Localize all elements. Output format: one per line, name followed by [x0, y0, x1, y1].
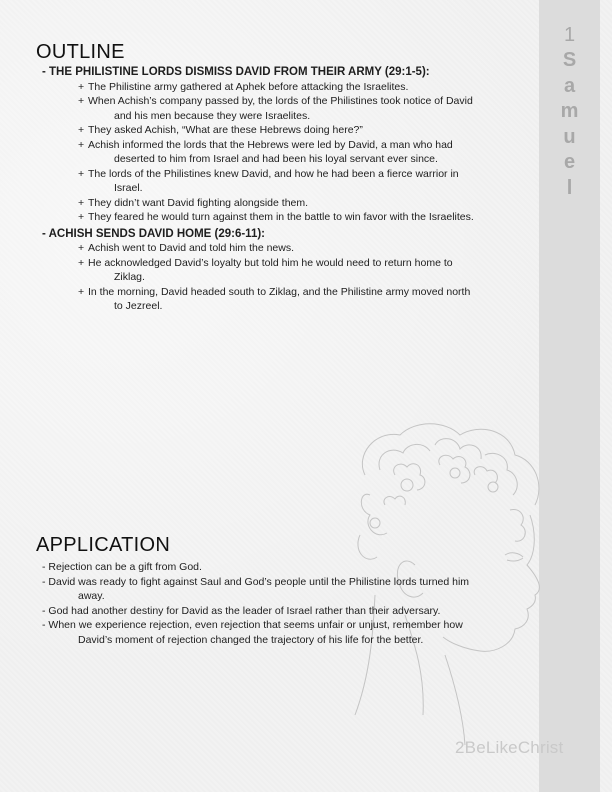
application-section	[36, 534, 536, 647]
plus-bullet: +	[78, 256, 85, 269]
list-item	[36, 241, 536, 256]
plus-bullet: +	[78, 242, 85, 254]
book-letter: l	[566, 176, 573, 199]
outline-title: OUTLINE	[36, 41, 125, 63]
section-heading: - THE PHILISTINE LORDS DISMISS DAVID FROM THEIR ARMY (29:1-5):	[42, 66, 430, 78]
bullet-list	[36, 241, 536, 314]
list-item-continuation: David’s moment of rejection changed the trajectory of his life for the better.	[78, 633, 424, 646]
book-letter: e	[563, 151, 576, 173]
list-item-text: - David was ready to fight against Saul and God’s people until the Philistine lords turned him	[42, 575, 470, 588]
list-item	[36, 80, 536, 95]
list-item-text: They didn’t want David fighting alongside them.	[88, 196, 309, 209]
watermark: 2BeLikeChrist	[455, 738, 564, 757]
plus-bullet: +	[78, 80, 85, 93]
list-item	[36, 604, 536, 619]
list-item	[36, 167, 536, 196]
list-item-text: - Rejection can be a gift from God.	[42, 561, 202, 573]
list-item-text: - When we experience rejection, even rejection that seems unfair or unjust, remember how	[42, 619, 463, 631]
plus-bullet: +	[78, 211, 85, 223]
list-item	[36, 196, 536, 211]
plus-bullet: +	[78, 95, 85, 107]
section-heading: - ACHISH SENDS DAVID HOME (29:6-11):	[42, 227, 266, 240]
list-item-text: Achish went to David and told him the news.	[88, 242, 295, 254]
list-item-continuation: deserted to him from Israel and had been his loyal servant ever since.	[114, 153, 438, 165]
list-item	[36, 575, 536, 604]
list-item-text: He acknowledged David’s loyalty but told him he would need to return home to	[88, 256, 453, 269]
plus-bullet: +	[78, 124, 85, 136]
list-item-text: Achish informed the lords that the Hebrews were led by David, a man who had	[88, 138, 453, 151]
application-list	[36, 560, 536, 647]
list-item	[36, 256, 536, 285]
list-item-text: The Philistine army gathered at Aphek before attacking the Israelites.	[88, 80, 409, 93]
outline-part-1	[36, 65, 536, 225]
book-letter: a	[563, 74, 576, 97]
book-letter: S	[562, 49, 577, 71]
list-item-text: They asked Achish, “What are these Hebrews doing here?”	[88, 124, 363, 136]
plus-bullet: +	[78, 138, 85, 151]
list-item-text: They feared he would turn against them in the battle to win favor with the Israelites.	[88, 211, 474, 223]
list-item	[36, 618, 536, 647]
list-item-text: The lords of the Philistines knew David, and how he had been a fierce warrior in	[88, 167, 459, 180]
book-letter: u	[563, 125, 576, 148]
list-item	[36, 94, 536, 123]
list-item-text: - God had another destiny for David as the leader of Israel rather than their adversary.	[42, 604, 441, 617]
book-number: 1	[563, 24, 576, 46]
list-item-text: In the morning, David headed south to Ziklag, and the Philistine army moved north	[88, 285, 471, 298]
list-item	[36, 138, 536, 167]
list-item	[36, 560, 536, 575]
plus-bullet: +	[78, 196, 85, 209]
application-title: APPLICATION	[36, 534, 171, 556]
bullet-list	[36, 80, 536, 225]
list-item	[36, 285, 536, 314]
plus-bullet: +	[78, 285, 85, 298]
list-item	[36, 210, 536, 225]
outline-part-2	[36, 227, 536, 314]
list-item-continuation: away.	[78, 590, 105, 602]
list-item-continuation: to Jezreel.	[114, 300, 163, 312]
plus-bullet: +	[78, 167, 85, 180]
list-item-continuation: and his men because they were Israelites.	[114, 109, 311, 122]
list-item-text: When Achish’s company passed by, the lords of the Philistines took notice of David	[88, 95, 473, 107]
outline-section	[36, 41, 536, 314]
book-letter: m	[560, 100, 579, 122]
book-title	[539, 22, 600, 201]
list-item-continuation: Ziklag.	[114, 271, 145, 283]
list-item	[36, 123, 536, 138]
list-item-continuation: Israel.	[114, 182, 143, 194]
